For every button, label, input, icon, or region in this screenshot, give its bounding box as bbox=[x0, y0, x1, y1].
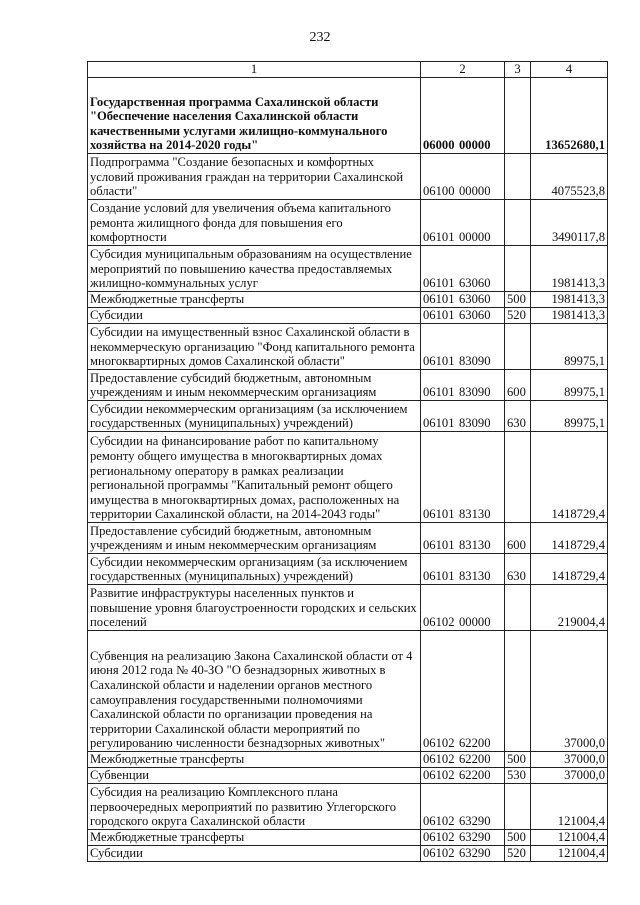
header-col-3: 3 bbox=[505, 62, 531, 78]
code-program: 06101 bbox=[423, 230, 455, 245]
table-header-row bbox=[88, 62, 608, 78]
row-name: Субвенции bbox=[88, 768, 421, 784]
row-name: Субсидии на финансирование работ по капитальному ремонту общего имущества в многоквартирных домах региональному оператору в рамках реализации региональной программы "Капитальный ремонт общего имущества в многоквартирных домах, расположенных на территории Сахалинской области, на 2014-2043 годы" bbox=[88, 432, 421, 523]
row-expense-type bbox=[505, 784, 531, 830]
row-amount: 1981413,3 bbox=[531, 246, 608, 292]
row-name: Субсидии некоммерческим организациям (за исключением государственных (муниципальных) учреждений) bbox=[88, 401, 421, 432]
code-direction: 00000 bbox=[459, 184, 491, 199]
code-program: 06102 bbox=[423, 736, 455, 751]
table-row bbox=[88, 752, 608, 768]
code-program: 06101 bbox=[423, 385, 455, 400]
row-expense-type bbox=[505, 246, 531, 292]
table-row bbox=[88, 292, 608, 308]
row-code bbox=[421, 292, 505, 308]
table-row bbox=[88, 585, 608, 631]
row-expense-type: 630 bbox=[505, 401, 531, 432]
table-row bbox=[88, 324, 608, 370]
row-name: Субсидии bbox=[88, 846, 421, 862]
code-direction: 00000 bbox=[459, 230, 491, 245]
table-row bbox=[88, 554, 608, 585]
row-name: Субсидии некоммерческим организациям (за исключением государственных (муниципальных) учреждений) bbox=[88, 554, 421, 585]
header-col-1: 1 bbox=[88, 62, 421, 78]
code-program: 06102 bbox=[423, 768, 455, 783]
row-code bbox=[421, 554, 505, 585]
code-direction: 63290 bbox=[459, 814, 491, 829]
row-expense-type: 520 bbox=[505, 308, 531, 324]
code-program: 06102 bbox=[423, 846, 455, 861]
row-name: Субвенция на реализацию Закона Сахалинской области от 4 июня 2012 года № 40-ЗО "О безнадзорных животных в Сахалинской области и наделении органов местного самоуправления государственными полномочиями Сахалинской области по организации проведения на территории Сахалинской области мероприятий по регулированию численности безнадзорных животных" bbox=[88, 631, 421, 752]
row-code bbox=[421, 432, 505, 523]
row-code bbox=[421, 784, 505, 830]
code-direction: 83090 bbox=[459, 385, 491, 400]
table-row bbox=[88, 768, 608, 784]
row-expense-type: 500 bbox=[505, 830, 531, 846]
table-row bbox=[88, 830, 608, 846]
row-expense-type: 500 bbox=[505, 292, 531, 308]
code-program: 06101 bbox=[423, 507, 455, 522]
code-program: 06101 bbox=[423, 354, 455, 369]
table-row bbox=[88, 308, 608, 324]
table-row bbox=[88, 154, 608, 200]
code-program: 06102 bbox=[423, 615, 455, 630]
row-name: Субсидия на реализацию Комплексного плана первоочередных мероприятий по развитию Углегорского городского округа Сахалинской области bbox=[88, 784, 421, 830]
code-direction: 62200 bbox=[459, 752, 491, 767]
row-amount: 1418729,4 bbox=[531, 523, 608, 554]
table-row bbox=[88, 200, 608, 246]
table-row bbox=[88, 246, 608, 292]
row-code bbox=[421, 324, 505, 370]
row-name: Предоставление субсидий бюджетным, автономным учреждениям и иным некоммерческим организациям bbox=[88, 370, 421, 401]
row-amount: 4075523,8 bbox=[531, 154, 608, 200]
row-code bbox=[421, 401, 505, 432]
row-code bbox=[421, 752, 505, 768]
row-expense-type: 530 bbox=[505, 768, 531, 784]
row-name: Предоставление субсидий бюджетным, автономным учреждениям и иным некоммерческим организациям bbox=[88, 523, 421, 554]
row-expense-type bbox=[505, 631, 531, 752]
table-row bbox=[88, 523, 608, 554]
code-program: 06101 bbox=[423, 569, 455, 584]
table-row bbox=[88, 78, 608, 154]
table-row bbox=[88, 846, 608, 862]
table-row bbox=[88, 370, 608, 401]
row-amount: 121004,4 bbox=[531, 784, 608, 830]
code-direction: 63060 bbox=[459, 292, 491, 307]
page-number: 232 bbox=[309, 30, 331, 45]
table-row bbox=[88, 401, 608, 432]
code-program: 06000 bbox=[423, 138, 455, 153]
code-program: 06102 bbox=[423, 752, 455, 767]
row-amount: 121004,4 bbox=[531, 830, 608, 846]
code-direction: 00000 bbox=[459, 138, 491, 153]
budget-table bbox=[87, 61, 608, 862]
row-name: Создание условий для увеличения объема капитального ремонта жилищного фонда для повышения его комфортности bbox=[88, 200, 421, 246]
budget-table-body bbox=[88, 62, 608, 862]
row-name: Субсидии bbox=[88, 308, 421, 324]
row-expense-type: 600 bbox=[505, 523, 531, 554]
row-amount: 37000,0 bbox=[531, 631, 608, 752]
row-amount: 1981413,3 bbox=[531, 308, 608, 324]
row-code bbox=[421, 308, 505, 324]
code-direction: 83090 bbox=[459, 354, 491, 369]
table-row bbox=[88, 432, 608, 523]
code-program: 06102 bbox=[423, 830, 455, 845]
row-expense-type bbox=[505, 78, 531, 154]
row-amount: 1981413,3 bbox=[531, 292, 608, 308]
row-amount: 3490117,8 bbox=[531, 200, 608, 246]
row-code bbox=[421, 246, 505, 292]
row-expense-type: 500 bbox=[505, 752, 531, 768]
row-code bbox=[421, 78, 505, 154]
code-program: 06101 bbox=[423, 538, 455, 553]
code-program: 06102 bbox=[423, 814, 455, 829]
row-amount: 219004,4 bbox=[531, 585, 608, 631]
row-expense-type bbox=[505, 324, 531, 370]
code-program: 06101 bbox=[423, 416, 455, 431]
row-expense-type bbox=[505, 200, 531, 246]
row-code bbox=[421, 846, 505, 862]
row-amount: 1418729,4 bbox=[531, 432, 608, 523]
row-code bbox=[421, 523, 505, 554]
row-amount: 121004,4 bbox=[531, 846, 608, 862]
row-code bbox=[421, 154, 505, 200]
code-direction: 62200 bbox=[459, 768, 491, 783]
row-code bbox=[421, 585, 505, 631]
row-expense-type: 600 bbox=[505, 370, 531, 401]
row-expense-type bbox=[505, 432, 531, 523]
code-direction: 83130 bbox=[459, 538, 491, 553]
code-direction: 62200 bbox=[459, 736, 491, 751]
code-program: 06101 bbox=[423, 292, 455, 307]
row-amount: 13652680,1 bbox=[531, 78, 608, 154]
row-name: Межбюджетные трансферты bbox=[88, 752, 421, 768]
code-program: 06101 bbox=[423, 308, 455, 323]
code-direction: 63290 bbox=[459, 846, 491, 861]
row-code bbox=[421, 768, 505, 784]
code-program: 06100 bbox=[423, 184, 455, 199]
row-amount: 37000,0 bbox=[531, 752, 608, 768]
row-name: Субсидии на имущественный взнос Сахалинской области в некоммерческую организацию "Фонд капитального ремонта многоквартирных домов Сахалинской области" bbox=[88, 324, 421, 370]
header-col-4: 4 bbox=[531, 62, 608, 78]
row-name: Подпрограмма "Создание безопасных и комфортных условий проживания граждан на территории Сахалинской области" bbox=[88, 154, 421, 200]
row-code bbox=[421, 200, 505, 246]
code-direction: 63060 bbox=[459, 308, 491, 323]
code-direction: 83090 bbox=[459, 416, 491, 431]
row-amount: 89975,1 bbox=[531, 370, 608, 401]
code-direction: 00000 bbox=[459, 615, 491, 630]
row-name: Субсидия муниципальным образованиям на осуществление мероприятий по повышению качества предоставляемых жилищно-коммунальных услуг bbox=[88, 246, 421, 292]
code-direction: 83130 bbox=[459, 569, 491, 584]
row-expense-type: 630 bbox=[505, 554, 531, 585]
row-amount: 89975,1 bbox=[531, 324, 608, 370]
table-row bbox=[88, 784, 608, 830]
code-program: 06101 bbox=[423, 276, 455, 291]
code-direction: 63060 bbox=[459, 276, 491, 291]
table-row bbox=[88, 631, 608, 752]
row-code bbox=[421, 631, 505, 752]
header-col-2: 2 bbox=[421, 62, 505, 78]
row-name: Межбюджетные трансферты bbox=[88, 292, 421, 308]
row-name: Межбюджетные трансферты bbox=[88, 830, 421, 846]
row-expense-type bbox=[505, 585, 531, 631]
row-expense-type: 520 bbox=[505, 846, 531, 862]
row-name: Развитие инфраструктуры населенных пунктов и повышение уровня благоустроенности городских и сельских поселений bbox=[88, 585, 421, 631]
row-amount: 37000,0 bbox=[531, 768, 608, 784]
row-amount: 89975,1 bbox=[531, 401, 608, 432]
row-code bbox=[421, 830, 505, 846]
row-expense-type bbox=[505, 154, 531, 200]
row-code bbox=[421, 370, 505, 401]
code-direction: 63290 bbox=[459, 830, 491, 845]
row-name: Государственная программа Сахалинской области "Обеспечение населения Сахалинской области качественными услугами жилищно-коммунального хозяйства на 2014-2020 годы" bbox=[88, 78, 421, 154]
row-amount: 1418729,4 bbox=[531, 554, 608, 585]
code-direction: 83130 bbox=[459, 507, 491, 522]
